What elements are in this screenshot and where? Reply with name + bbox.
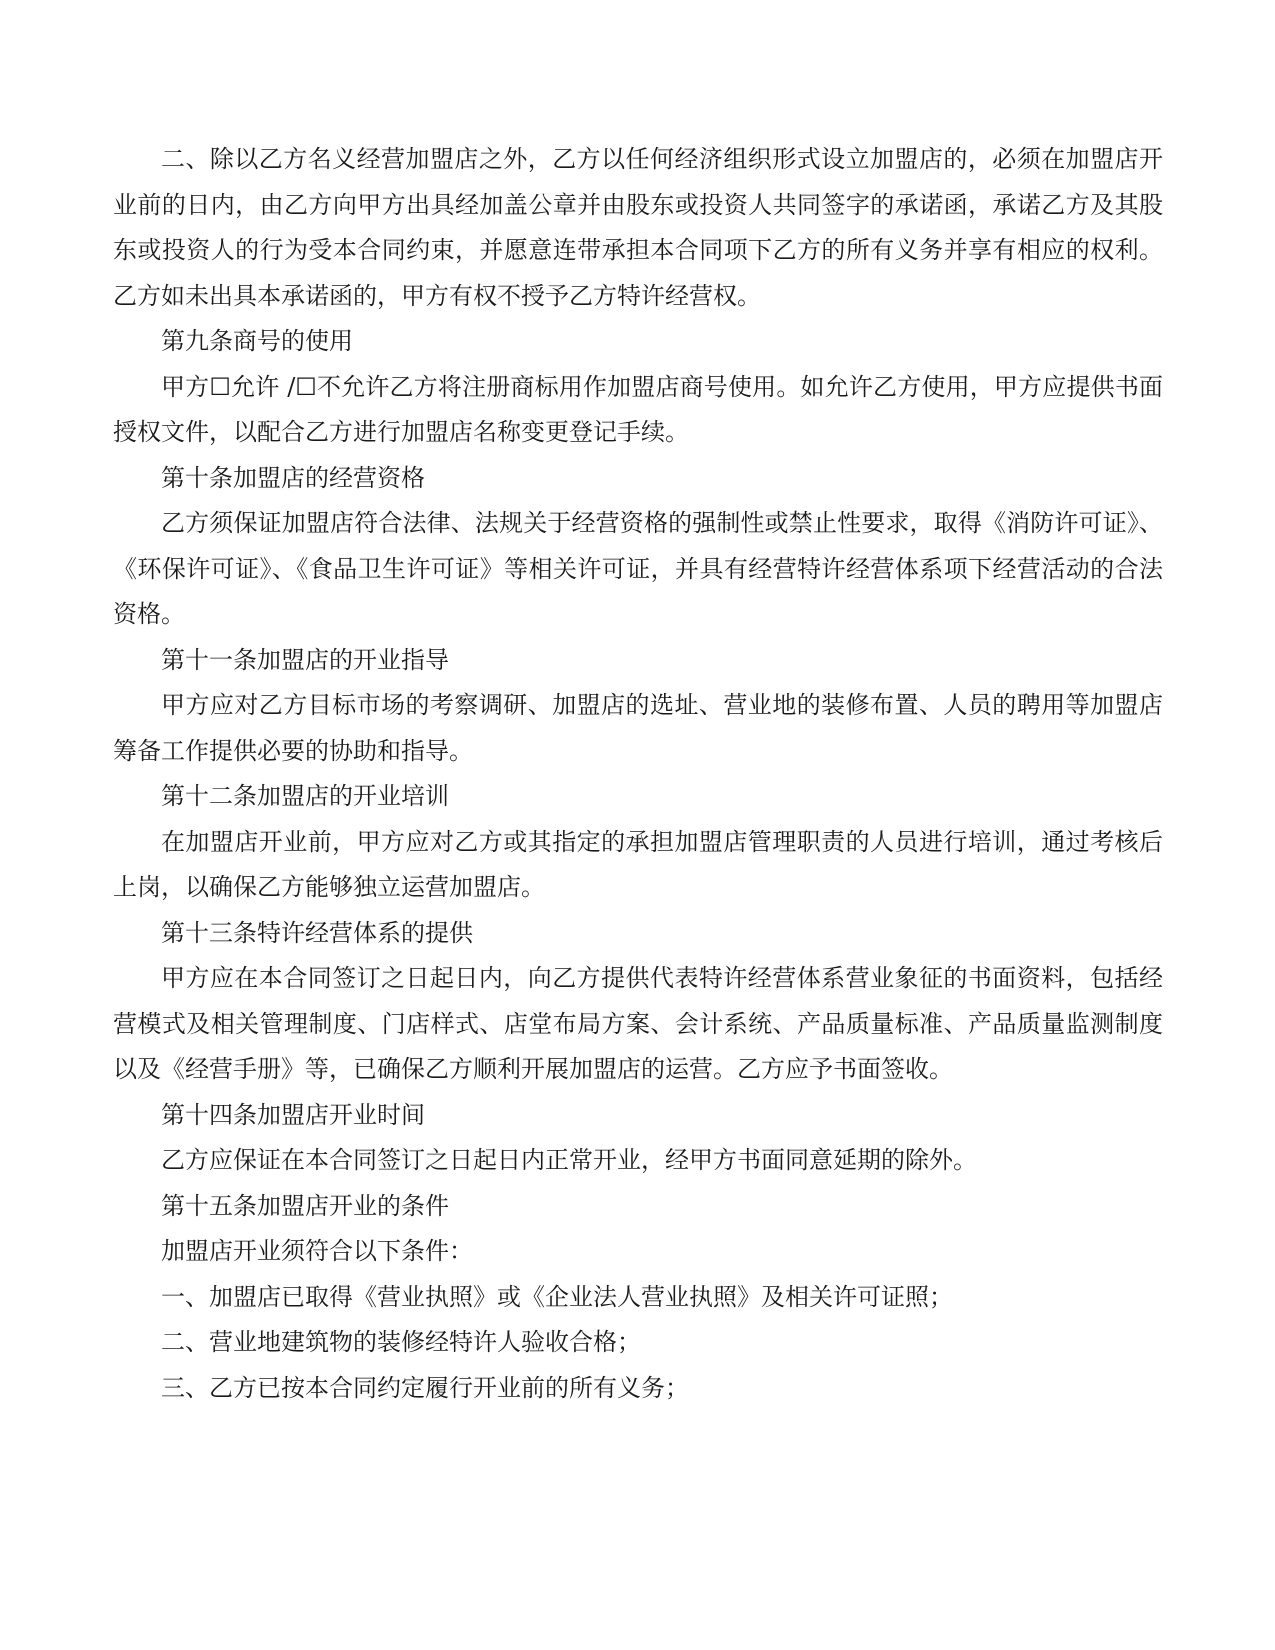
paragraph: 甲方应对乙方目标市场的考察调研、加盟店的选址、营业地的装修布置、人员的聘用等加盟店筹备工作提供必要的协助和指导。	[113, 691, 1163, 765]
section-heading: 第十二条加盟店的开业培训	[161, 782, 449, 810]
section-heading: 第十三条特许经营体系的提供	[161, 918, 473, 947]
paragraph: 乙方须保证加盟店符合法律、法规关于经营资格的强制性或禁止性要求，取得《消防许可证》、《环保许可证》、《食品卫生许可证》等相关许可证，并具有经营特许经营体系项下经营活动的合法资格。	[113, 509, 1163, 628]
section-heading: 第十四条加盟店开业时间	[161, 1100, 425, 1129]
list-item: 三、乙方已按本合同约定履行开业前的所有义务；	[161, 1373, 689, 1402]
section-heading: 第十条加盟店的经营资格	[161, 463, 425, 492]
section-heading: 第九条商号的使用	[161, 327, 353, 355]
list-item: 一、加盟店已取得《营业执照》或《企业法人营业执照》及相关许可证照；	[161, 1282, 953, 1311]
section-heading: 第十五条加盟店开业的条件	[161, 1191, 449, 1220]
paragraph: 在加盟店开业前，甲方应对乙方或其指定的承担加盟店管理职责的人员进行培训，通过考核后上岗，以确保乙方能够独立运营加盟店。	[113, 827, 1163, 901]
paragraph: 加盟店开业须符合以下条件：	[161, 1237, 473, 1265]
list-item: 二、营业地建筑物的装修经特许人验收合格；	[161, 1328, 641, 1356]
paragraph: 甲方☐允许 /☐不允许乙方将注册商标用作加盟店商号使用。如允许乙方使用，甲方应提供书面授权文件，以配合乙方进行加盟店名称变更登记手续。	[113, 372, 1163, 446]
paragraph: 乙方应保证在本合同签订之日起日内正常开业，经甲方书面同意延期的除外。	[161, 1146, 977, 1174]
paragraph: 二、除以乙方名义经营加盟店之外，乙方以任何经济组织形式设立加盟店的，必须在加盟店开业前的日内，由乙方向甲方出具经加盖公章并由股东或投资人共同签字的承诺函，承诺乙方及其股东或投资人的行为受本合同约束，并愿意连带承担本合同项下乙方的所有义务并享有相应的权利。乙方如未出具本承诺函的，甲方有权不授予乙方特许经营权。	[113, 145, 1163, 310]
paragraph: 甲方应在本合同签订之日起日内，向乙方提供代表特许经营体系营业象征的书面资料，包括经营模式及相关管理制度、门店样式、店堂布局方案、会计系统、产品质量标准、产品质量监测制度以及《经营手册》等，已确保乙方顺利开展加盟店的运营。乙方应予书面签收。	[113, 964, 1163, 1083]
section-heading: 第十一条加盟店的开业指导	[161, 645, 449, 674]
document-page	[113, 137, 1163, 1411]
